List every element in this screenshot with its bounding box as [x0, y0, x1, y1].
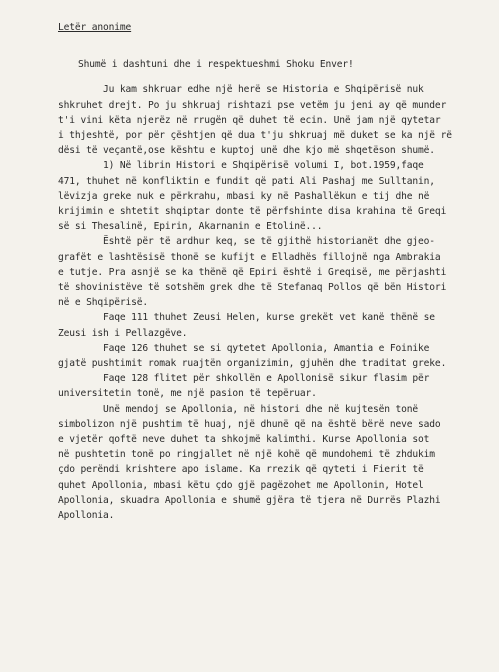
body-line: simbolizon një pushtim të huaj, një dhunë që na është bërë neve sado: [58, 418, 441, 430]
body-line: lëvizja greke nuk e përkrahu, mbasi ky në Pashallëkun e tij dhe në: [58, 190, 430, 202]
body-line: krijimin e shtetit shqiptar donte të përfshinte disa krahina të Greqi: [58, 206, 447, 218]
body-line: Ju kam shkruar edhe një herë se Historia e Shqipërisë nuk: [58, 84, 424, 96]
body-line: të shovinistëve të sotshëm grek dhe të Stefanaq Pollos që bën Histori: [58, 282, 447, 294]
body-line: 1) Në librin Histori e Shqipërisë volumi I, bot.1959,faqe: [58, 160, 424, 172]
body-line: së si Thesalinë, Epirin, Akarnanin e Etolinë...: [58, 221, 323, 233]
body-line: Apollonia.: [58, 510, 115, 522]
letter-body: [58, 82, 499, 523]
body-line: Unë mendoj se Apollonia, në histori dhe në kujtesën tonë: [58, 403, 419, 415]
body-line: i thjeshtë, por për çështjen që dua t'ju shkruaj më duket se ka një rë: [58, 130, 452, 142]
body-line: 471, thuhet në konfliktin e fundit që pati Ali Pashaj me Sulltanin,: [58, 175, 435, 187]
body-line: çdo perëndi krishtere apo islame. Ka rrezik që qyteti i Fierit të: [58, 464, 424, 476]
body-line: në pushtetin tonë po ringjallet në një kohë që mundohemi të zhdukim: [58, 449, 435, 461]
body-line: grafët e lashtësisë thonë se kufijt e Elladhës fillojnë nga Ambrakia: [58, 251, 441, 263]
body-line: shkruhet drejt. Po ju shkruaj rishtazi pse vetëm ju jeni ay që munder: [58, 99, 447, 111]
body-line: në e Shqipërisë.: [58, 297, 149, 309]
body-line: e tutje. Pra asnjë se ka thënë që Epiri është i Greqisë, me përjashti: [58, 266, 447, 278]
body-line: Faqe 126 thuhet se si qytetet Apollonia, Amantia e Foinike: [58, 342, 430, 354]
greeting: Shumë i dashtuni dhe i respektueshmi Shoku Enver!: [78, 59, 354, 71]
body-line: Faqe 128 flitet për shkollën e Apollonisë sikur flasim për: [58, 373, 430, 385]
body-line: gjatë pushtimit romak ruajtën organizimin, gjuhën dhe traditat greke.: [58, 358, 447, 370]
body-line: quhet Apollonia, mbasi këtu çdo gjë pagëzohet me Apollonin, Hotel: [58, 479, 424, 491]
body-line: Është për të ardhur keq, se të gjithë historianët dhe gjeo-: [58, 236, 435, 248]
body-line: Zeusi ish i Pellazgëve.: [58, 327, 188, 339]
body-line: e vjetër qoftë neve duhet ta shkojmë kalimthi. Kurse Apollonia sot: [58, 434, 430, 446]
body-line: Apollonia, skuadra Apollonia e shumë gjëra të tjera në Durrës Plazhi: [58, 494, 441, 506]
body-line: dësi të veçantë,ose kështu e kuptoj unë dhe kjo më shqetëson shumë.: [58, 145, 435, 157]
body-line: universitetin tonë, me një pasion të tepëruar.: [58, 388, 317, 400]
letter-title: Letër anonime: [58, 22, 132, 33]
body-line: Faqe 111 thuhet Zeusi Helen, kurse grekët vet kanë thënë se: [58, 312, 435, 324]
body-line: t'i vini këta njerëz në rrugën që duhet të ecin. Unë jam një qytetar: [58, 114, 441, 126]
